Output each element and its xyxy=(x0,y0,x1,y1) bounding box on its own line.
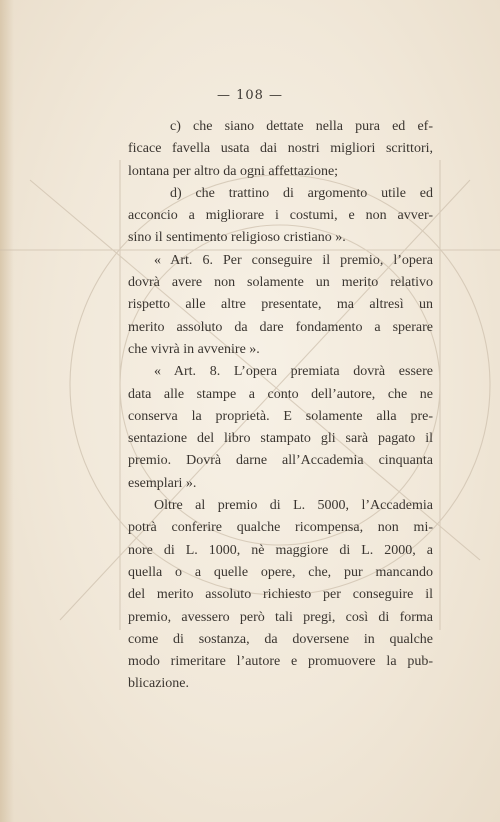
text-line: data alle stampe a conto dell’autore, che ne xyxy=(128,386,433,402)
text-line: che vivrà in avvenire ». xyxy=(128,341,260,357)
text-line: premio. Dovrà darne all’Accademia cinquanta xyxy=(128,453,433,469)
text-line: nore di L. 1000, nè maggiore di L. 2000, a xyxy=(128,542,433,558)
text-line: esemplari ». xyxy=(128,475,197,491)
text-line: conserva la proprietà. E solamente alla pre- xyxy=(128,408,433,424)
text-line: « Art. 8. L’opera premiata dovrà essere xyxy=(154,364,433,380)
text-line: sino il sentimento religioso cristiano ». xyxy=(128,230,346,246)
text-line: lontana per altro da ogni affettazione; xyxy=(128,163,339,179)
page-number: — 108 — xyxy=(216,88,284,103)
text-line: premio, avessero però tali pregi, così di forma xyxy=(128,609,433,625)
text-line: blicazione. xyxy=(128,676,190,692)
body-text xyxy=(128,116,433,696)
text-line: d) che trattino di argomento utile ed xyxy=(170,185,433,201)
text-line: rispetto alle altre presentate, ma altresì un xyxy=(128,297,433,313)
text-line: come di sostanza, da doversene in qualche xyxy=(128,631,433,647)
text-line: Oltre al premio di L. 5000, l’Accademia xyxy=(154,498,433,514)
text-line: « Art. 6. Per conseguire il premio, l’opera xyxy=(154,252,433,268)
text-line: c) che siano dettate nella pura ed ef- xyxy=(170,119,433,134)
text-line: ficace favella usata dai nostri migliori scrittori, xyxy=(128,141,433,157)
text-line: merito assoluto da dare fondamento a sperare xyxy=(128,319,433,335)
text-line: sentazione del libro stampato gli sarà pagato il xyxy=(128,431,433,447)
text-line: modo rimeritare l’autore e promuovere la pub- xyxy=(128,654,433,670)
text-line: quella o a quelle opere, che, pur mancando xyxy=(128,564,433,580)
text-line: acconcio a migliorare i costumi, e non avver- xyxy=(128,208,433,224)
text-line: dovrà avere non solamente un merito relativo xyxy=(128,275,433,291)
text-line: del merito assoluto richiesto per conseguire il xyxy=(128,587,433,603)
text-line: potrà conferire qualche ricompensa, non mi- xyxy=(128,520,433,536)
